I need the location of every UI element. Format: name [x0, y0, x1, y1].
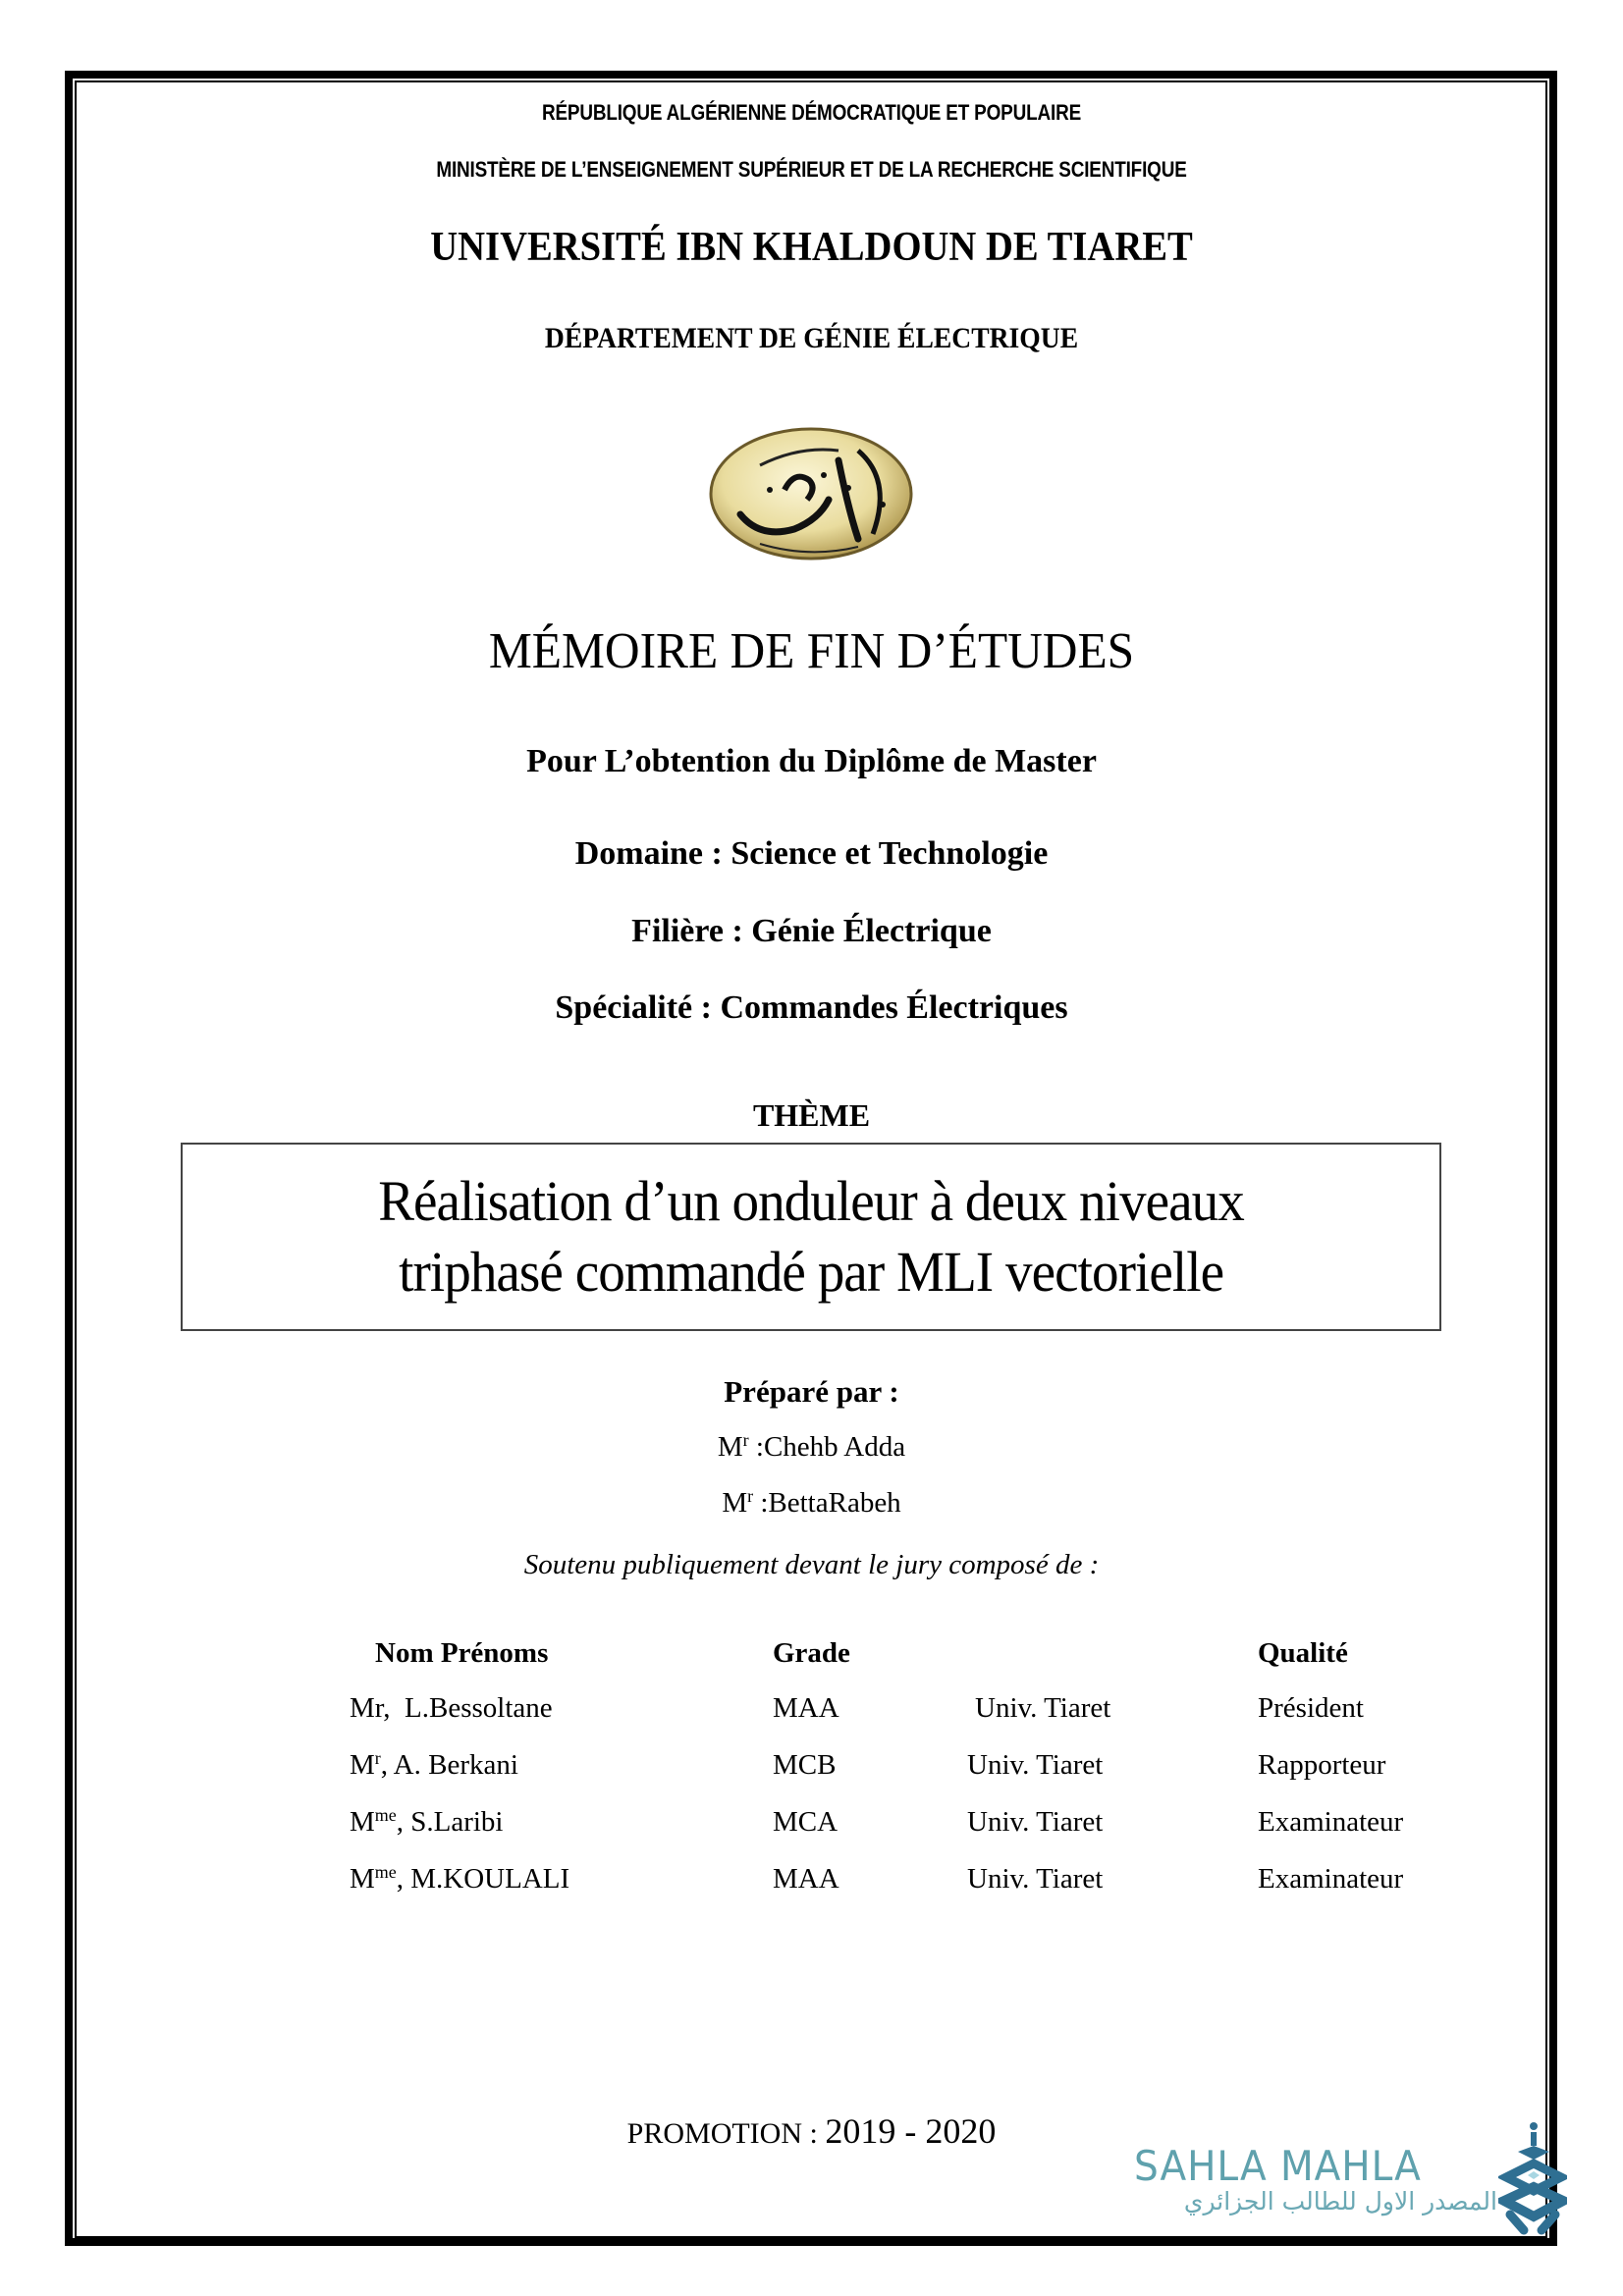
theme-title-line-1: Réalisation d’un onduleur à deux niveaux	[378, 1169, 1244, 1233]
student-2	[0, 1487, 1623, 1520]
jury-name: $M^{me}$, S.Laribi	[350, 1805, 504, 1838]
jury-name: $M^r$, A. Berkani	[350, 1748, 518, 1781]
sahla-mahla-logo-icon	[1498, 2120, 1567, 2240]
student-1	[0, 1431, 1623, 1464]
jury-role: Président	[1258, 1692, 1364, 1724]
student-name: :Chehb Adda	[748, 1431, 906, 1463]
university-seal-icon	[701, 421, 915, 563]
col-header-grade: Grade	[773, 1637, 850, 1669]
student-title-sup: r	[747, 1486, 754, 1507]
jury-name: $M^{me}$, M.KOULALI	[350, 1862, 570, 1895]
ministry-heading: MINISTÈRE DE L’ENSEIGNEMENT SUPÉRIEUR ET DE LA RECHERCHE SCIENTIFIQUE	[436, 157, 1187, 182]
jury-institution: Univ. Tiaret	[967, 1863, 1104, 1895]
student-title: M	[717, 1431, 743, 1463]
student-name: :BettaRabeh	[753, 1487, 901, 1519]
promotion-years: 2019 - 2020	[825, 2111, 997, 2151]
jury-grade: MCB	[773, 1749, 837, 1781]
department-name: DÉPARTEMENT DE GÉNIE ÉLECTRIQUE	[544, 322, 1079, 354]
student-title-sup: r	[742, 1430, 749, 1451]
jury-grade: MAA	[773, 1863, 839, 1895]
student-title: M	[722, 1487, 748, 1519]
jury-role: Examinateur	[1258, 1806, 1404, 1838]
jury-role: Rapporteur	[1258, 1749, 1386, 1781]
prepared-by-label: Préparé par :	[724, 1374, 899, 1409]
defense-note: Soutenu publiquement devant le jury composé de :	[523, 1549, 1100, 1580]
document-type: MÉMOIRE DE FIN D’ÉTUDES	[488, 623, 1135, 679]
watermark-subtitle: المصدر الاول للطالب الجزائري	[1183, 2187, 1497, 2216]
jury-institution: Univ. Tiaret	[975, 1692, 1111, 1724]
jury-grade: MAA	[773, 1692, 839, 1724]
col-header-role: Qualité	[1258, 1637, 1348, 1669]
sahla-mahla-watermark	[1134, 2142, 1497, 2216]
col-header-name: Nom Prénoms	[375, 1637, 549, 1669]
jury-institution: Univ. Tiaret	[967, 1806, 1104, 1838]
theme-label: THÈME	[752, 1097, 871, 1133]
theme-title-line-2: triphasé commandé par MLI vectorielle	[399, 1240, 1223, 1304]
diploma-purpose: Pour L’obtention du Diplôme de Master	[526, 743, 1097, 779]
theme-box	[181, 1143, 1441, 1331]
jury-institution: Univ. Tiaret	[967, 1749, 1104, 1781]
jury-name: Mr, L.Bessoltane	[350, 1692, 553, 1724]
filiere: Filière : Génie Électrique	[631, 913, 992, 949]
promotion-label: PROMOTION :	[626, 2117, 826, 2150]
jury-grade: MCA	[773, 1806, 839, 1838]
university-name: UNIVERSITÉ IBN KHALDOUN DE TIARET	[430, 225, 1193, 270]
republic-heading: RÉPUBLIQUE ALGÉRIENNE DÉMOCRATIQUE ET POPULAIRE	[541, 100, 1082, 125]
specialite: Spécialité : Commandes Électriques	[555, 989, 1068, 1026]
domaine: Domaine : Science et Technologie	[574, 835, 1049, 872]
watermark-title: SAHLA MAHLA	[1134, 2142, 1422, 2190]
jury-role: Examinateur	[1258, 1863, 1404, 1895]
